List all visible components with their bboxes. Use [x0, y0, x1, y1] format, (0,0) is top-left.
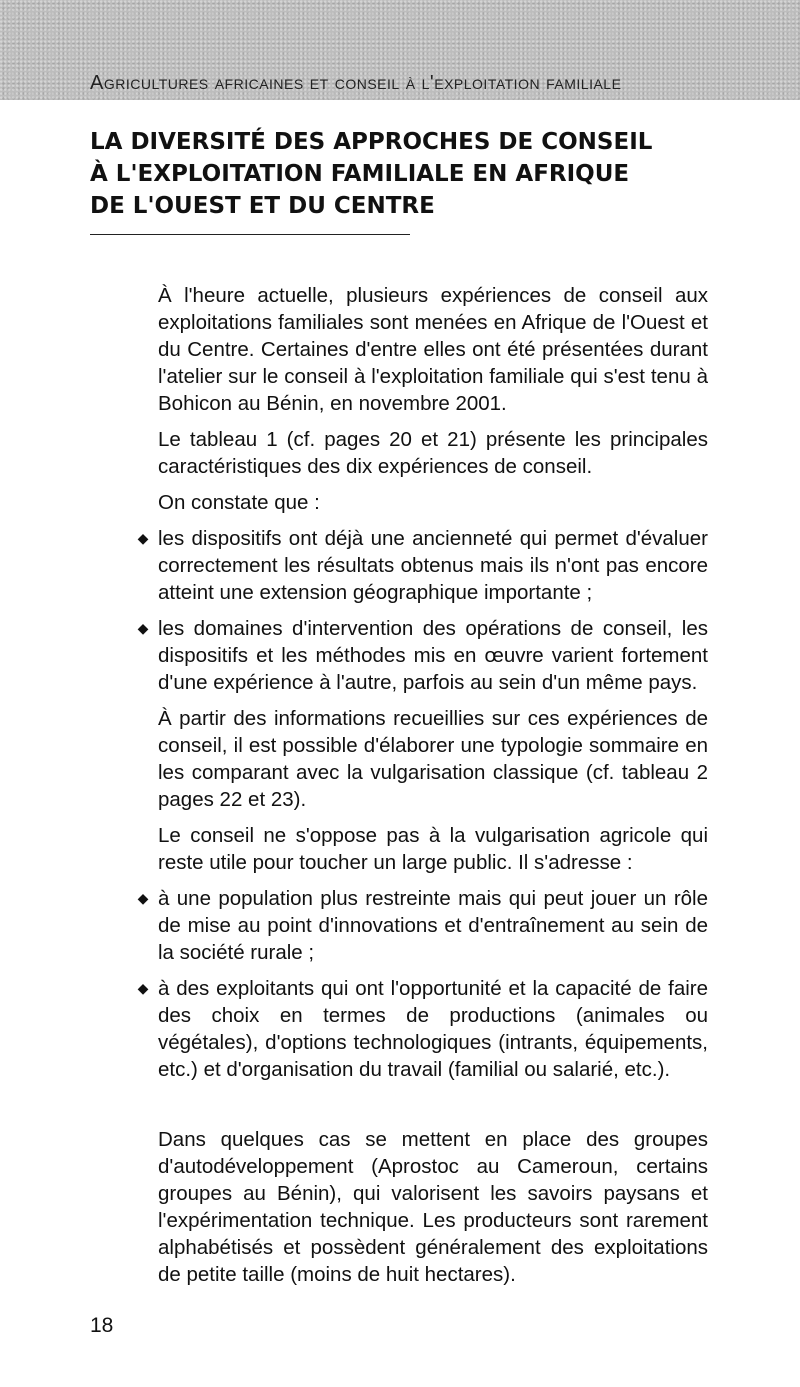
spacer: [158, 1092, 708, 1126]
paragraph: [158, 1126, 708, 1288]
paragraph: On constate que :: [158, 491, 320, 514]
heading-line: DE L'OUEST ET DU CENTRE: [90, 193, 435, 219]
list-item: [137, 525, 708, 606]
paragraph: À partir des informations recueillies sur ces expériences de conseil, il est possible d'élaborer une typologie sommaire en les comparant avec la vulgarisation classique (cf. tableau 2 pages 22 et 23).: [158, 707, 708, 811]
heading-line: À L'EXPLOITATION FAMILIALE EN AFRIQUE: [90, 161, 630, 187]
paragraph-text: Dans quelques cas se mettent en place des: [158, 1128, 634, 1151]
list-item-text: à des exploitants qui ont l'opportunité et la capacité de faire des choix en termes de productions (animales ou végétales), d'options technologiques (intrants, équipements, etc.) et d'organisation du travail (familial ou salarié, etc.).: [158, 977, 708, 1081]
bullet-list: [137, 885, 708, 1083]
heading-line: LA DIVERSITÉ DES APPROCHES DE CONSEIL: [90, 129, 653, 155]
list-item: [137, 975, 708, 1083]
body-text: [137, 282, 708, 1297]
section-heading: [90, 126, 710, 222]
paragraph-text: (Aprostoc au Cameroun, certains groupes au Bénin), qui valorisent les savoirs paysans et l'expérimentation technique. Les producteurs sont rarement alphabétisés et possèdent généralement des exploitations de petite taille (moins de huit hectares).: [158, 1155, 708, 1286]
heading-divider: [90, 234, 410, 235]
emphasized-term: groupes d'autodéveloppement: [158, 1128, 708, 1178]
list-item-text: les dispositifs ont déjà une ancienneté qui permet d'évaluer correctement les résultats obtenus mais ils n'ont pas encore atteint une extension géographique importante ;: [158, 527, 708, 604]
paragraph: Le tableau 1 (cf. pages 20 et 21) présente les principales caractéristiques des dix expériences de conseil.: [158, 428, 708, 478]
list-item: [137, 885, 708, 966]
list-item: [137, 615, 708, 696]
list-item-text: les domaines d'intervention des opérations de conseil, les dispositifs et les méthodes mis en œuvre varient fortement d'une expérience à l'autre, parfois au sein d'un même pays.: [158, 617, 708, 694]
diamond-bullet-icon: ◆: [137, 620, 149, 636]
diamond-bullet-icon: ◆: [137, 530, 149, 546]
diamond-bullet-icon: ◆: [137, 980, 149, 996]
page-number: 18: [90, 1314, 114, 1337]
diamond-bullet-icon: ◆: [137, 890, 149, 906]
running-header-title: Agricultures africaines et conseil à l'exploitation familiale: [90, 72, 622, 94]
paragraph: Le conseil ne s'oppose pas à la vulgarisation agricole qui reste utile pour toucher un large public. Il s'adresse :: [158, 824, 708, 874]
list-item-text: à une population plus restreinte mais qui peut jouer un rôle de mise au point d'innovations et d'entraînement au sein de la société rurale ;: [158, 887, 708, 964]
running-header-banner: [0, 0, 800, 100]
paragraph: À l'heure actuelle, plusieurs expériences de conseil aux exploitations familiales sont menées en Afrique de l'Ouest et du Centre. Certaines d'entre elles ont été présentées durant l'atelier sur le conseil à l'exploitation familiale qui s'est tenu à Bohicon au Bénin, en novembre 2001.: [158, 284, 708, 415]
bullet-list: [137, 525, 708, 696]
